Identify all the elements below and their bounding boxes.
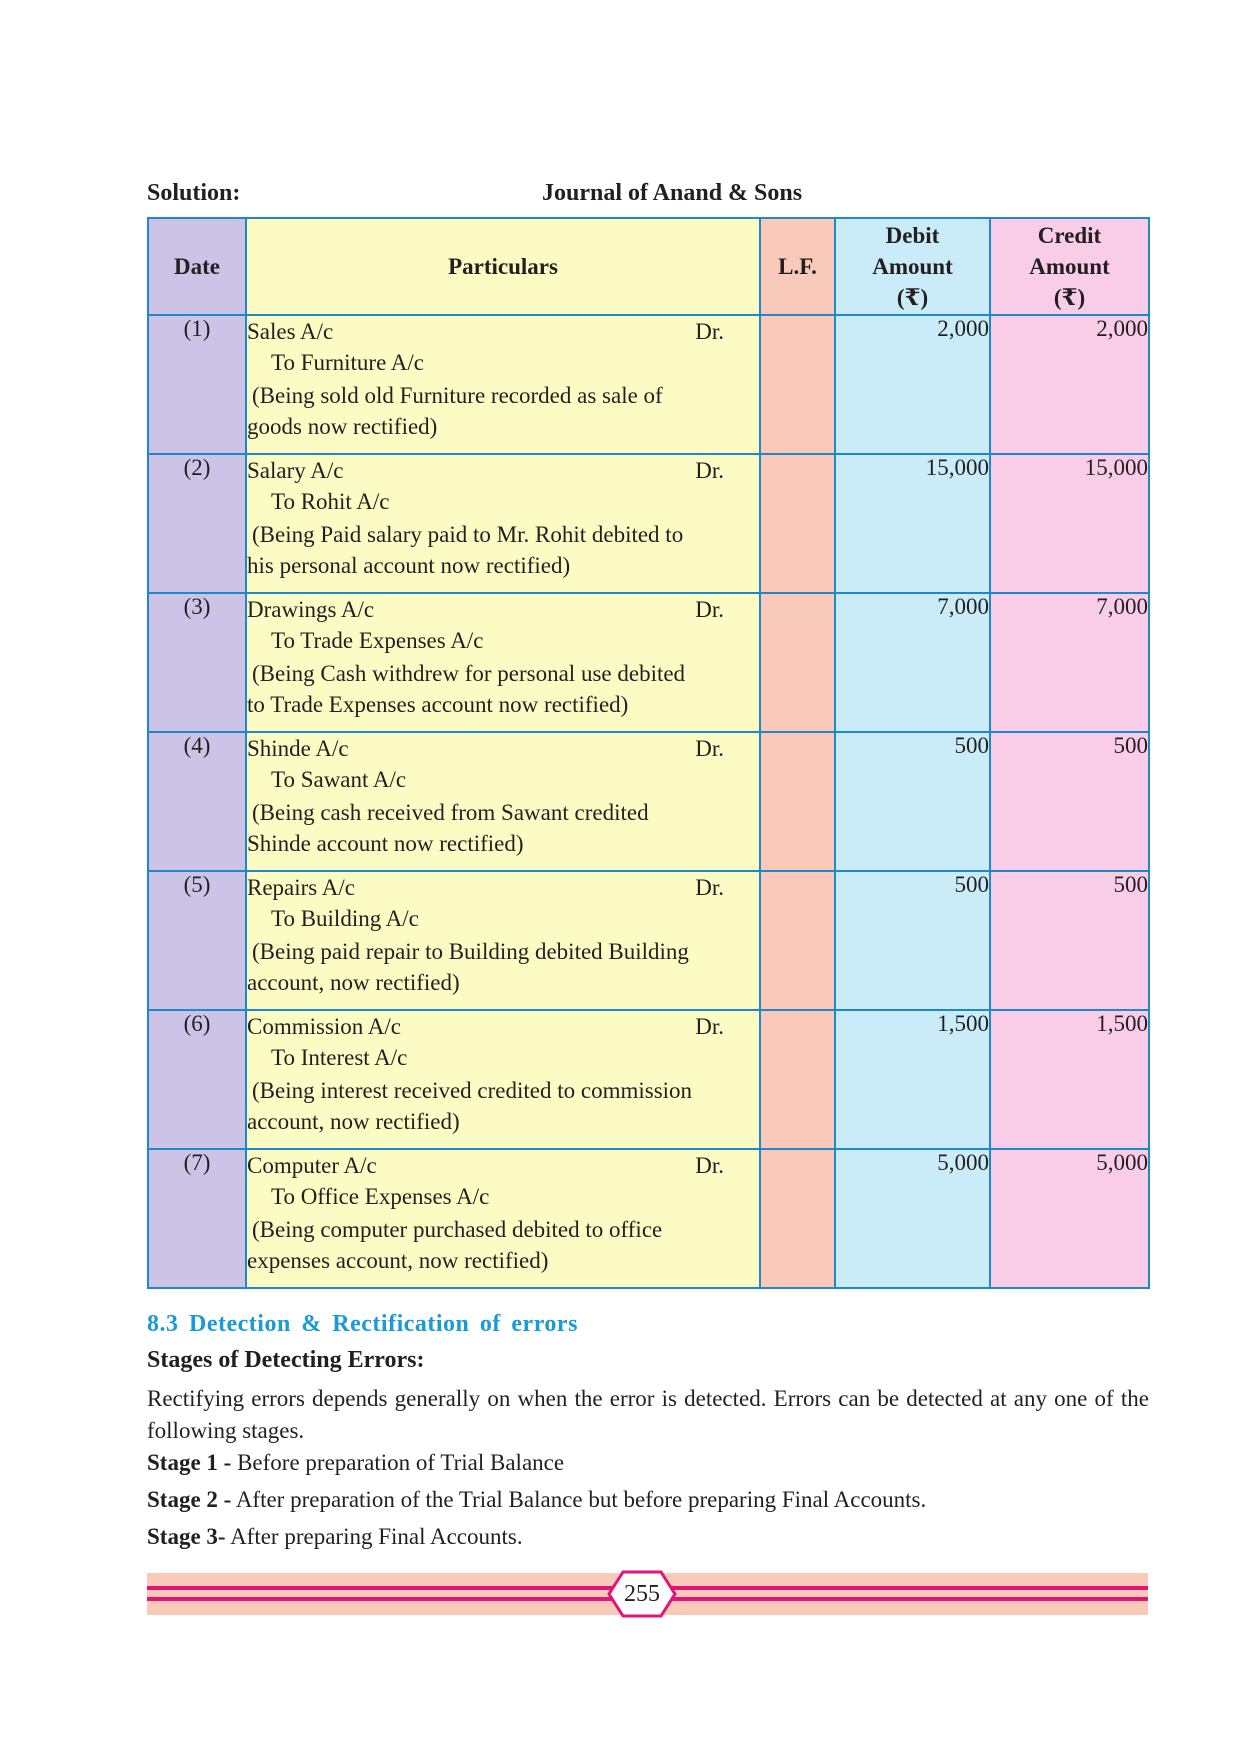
row-debit-amount: 15,000 — [835, 454, 990, 593]
row-debit-amount: 2,000 — [835, 315, 990, 454]
journal-row — [148, 454, 1149, 593]
journal-row — [148, 315, 1149, 454]
row-particulars — [246, 732, 760, 871]
journal-title: Journal of Anand & Sons — [542, 180, 803, 206]
page-number: 255 — [624, 1581, 660, 1607]
narration — [247, 519, 759, 581]
row-credit-amount: 7,000 — [990, 593, 1149, 732]
stage-label: Stage 3- — [147, 1524, 226, 1549]
row-particulars — [246, 1010, 760, 1149]
credit-account: To Office Expenses A/c — [271, 1184, 490, 1209]
debit-account-line — [247, 1011, 759, 1042]
header-debit-line: Amount — [872, 254, 953, 279]
row-date: (6) — [148, 1010, 246, 1149]
narration — [247, 936, 759, 998]
credit-account: To Trade Expenses A/c — [271, 628, 484, 653]
header-lf: L.F. — [760, 218, 835, 315]
narration-line: to Trade Expenses account now rectified) — [247, 692, 629, 717]
row-date: (3) — [148, 593, 246, 732]
journal-table — [147, 217, 1150, 1289]
stages-subtitle: Stages of Detecting Errors: — [147, 1347, 425, 1373]
row-lf — [760, 1149, 835, 1288]
narration-line: (Being Paid salary paid to Mr. Rohit debited to — [252, 522, 684, 547]
journal-row — [148, 732, 1149, 871]
row-date: (1) — [148, 315, 246, 454]
header-credit-line: Amount — [1029, 254, 1110, 279]
credit-account: To Furniture A/c — [271, 350, 424, 375]
row-lf — [760, 593, 835, 732]
row-lf — [760, 871, 835, 1010]
narration — [247, 797, 759, 859]
row-particulars — [246, 1149, 760, 1288]
debit-account: Salary A/c — [247, 458, 344, 483]
row-debit-amount: 7,000 — [835, 593, 990, 732]
journal-row — [148, 593, 1149, 732]
debit-account: Sales A/c — [247, 319, 334, 344]
row-date: (5) — [148, 871, 246, 1010]
narration-line: his personal account now rectified) — [247, 553, 571, 578]
debit-account-line — [247, 594, 759, 625]
row-debit-amount: 5,000 — [835, 1149, 990, 1288]
stage-text: After preparing Final Accounts. — [230, 1524, 523, 1549]
stage-text: Before preparation of Trial Balance — [237, 1450, 565, 1475]
intro-paragraph: Rectifying errors depends generally on when the error is detected. Errors can be detected at any one of the following stages. — [147, 1386, 1149, 1443]
journal-row — [148, 1010, 1149, 1149]
narration-line: account, now rectified) — [247, 970, 460, 995]
narration-line: (Being Cash withdrew for personal use debited — [252, 661, 686, 686]
debit-account: Drawings A/c — [247, 597, 375, 622]
row-lf — [760, 1010, 835, 1149]
dr-marker: Dr. — [695, 736, 724, 761]
stage-line — [147, 1487, 926, 1513]
stage-label: Stage 1 - — [147, 1450, 232, 1475]
dr-marker: Dr. — [695, 597, 724, 622]
header-debit-line: (₹) — [896, 285, 929, 310]
credit-account: To Sawant A/c — [271, 767, 407, 792]
journal-row — [148, 871, 1149, 1010]
journal-row — [148, 1149, 1149, 1288]
credit-account: To Rohit A/c — [271, 489, 390, 514]
solution-heading-row — [147, 180, 1147, 214]
header-debit-line: Debit — [885, 223, 940, 248]
header-credit-line: (₹) — [1053, 285, 1086, 310]
narration — [247, 380, 759, 442]
narration-line: (Being interest received credited to commission — [252, 1078, 693, 1103]
stage-line — [147, 1450, 564, 1476]
row-debit-amount: 1,500 — [835, 1010, 990, 1149]
row-lf — [760, 732, 835, 871]
debit-account: Commission A/c — [247, 1014, 401, 1039]
row-date: (2) — [148, 454, 246, 593]
debit-account: Repairs A/c — [247, 875, 355, 900]
debit-account-line — [247, 455, 759, 486]
debit-account-line — [247, 1150, 759, 1181]
narration — [247, 1214, 759, 1276]
narration-line: goods now rectified) — [247, 414, 438, 439]
narration-line: (Being sold old Furniture recorded as sale of — [252, 383, 663, 408]
stage-line — [147, 1524, 523, 1550]
row-credit-amount: 500 — [990, 871, 1149, 1010]
narration-line: (Being cash received from Sawant credited — [252, 800, 649, 825]
credit-account: To Interest A/c — [271, 1045, 408, 1070]
header-credit-amount — [990, 218, 1149, 315]
row-credit-amount: 5,000 — [990, 1149, 1149, 1288]
row-particulars — [246, 454, 760, 593]
solution-label: Solution: — [147, 180, 241, 206]
page-footer — [147, 1573, 1148, 1615]
dr-marker: Dr. — [695, 1153, 724, 1178]
row-credit-amount: 1,500 — [990, 1010, 1149, 1149]
stage-text: After preparation of the Trial Balance but before preparing Final Accounts. — [235, 1487, 927, 1512]
dr-marker: Dr. — [695, 875, 724, 900]
row-lf — [760, 454, 835, 593]
narration — [247, 1075, 759, 1137]
narration-line: (Being computer purchased debited to office — [252, 1217, 663, 1242]
row-credit-amount: 2,000 — [990, 315, 1149, 454]
header-credit-line: Credit — [1037, 223, 1102, 248]
debit-account-line — [247, 872, 759, 903]
header-debit-amount — [835, 218, 990, 315]
row-particulars — [246, 871, 760, 1010]
row-date: (4) — [148, 732, 246, 871]
dr-marker: Dr. — [695, 319, 724, 344]
row-particulars — [246, 593, 760, 732]
narration — [247, 658, 759, 720]
narration-line: Shinde account now rectified) — [247, 831, 524, 856]
stage-label: Stage 2 - — [147, 1487, 232, 1512]
narration-line: (Being paid repair to Building debited Building — [252, 939, 689, 964]
section-title: 8.3 Detection & Rectification of errors — [147, 1311, 578, 1337]
debit-account: Shinde A/c — [247, 736, 349, 761]
row-lf — [760, 315, 835, 454]
row-credit-amount: 15,000 — [990, 454, 1149, 593]
narration-line: account, now rectified) — [247, 1109, 460, 1134]
dr-marker: Dr. — [695, 458, 724, 483]
header-date: Date — [148, 218, 246, 315]
journal-header-row — [148, 218, 1149, 315]
row-credit-amount: 500 — [990, 732, 1149, 871]
debit-account: Computer A/c — [247, 1153, 377, 1178]
narration-line: expenses account, now rectified) — [247, 1248, 549, 1273]
row-date: (7) — [148, 1149, 246, 1288]
header-particulars: Particulars — [246, 218, 760, 315]
credit-account: To Building A/c — [271, 906, 419, 931]
debit-account-line — [247, 316, 759, 347]
debit-account-line — [247, 733, 759, 764]
dr-marker: Dr. — [695, 1014, 724, 1039]
row-debit-amount: 500 — [835, 732, 990, 871]
row-debit-amount: 500 — [835, 871, 990, 1010]
row-particulars — [246, 315, 760, 454]
